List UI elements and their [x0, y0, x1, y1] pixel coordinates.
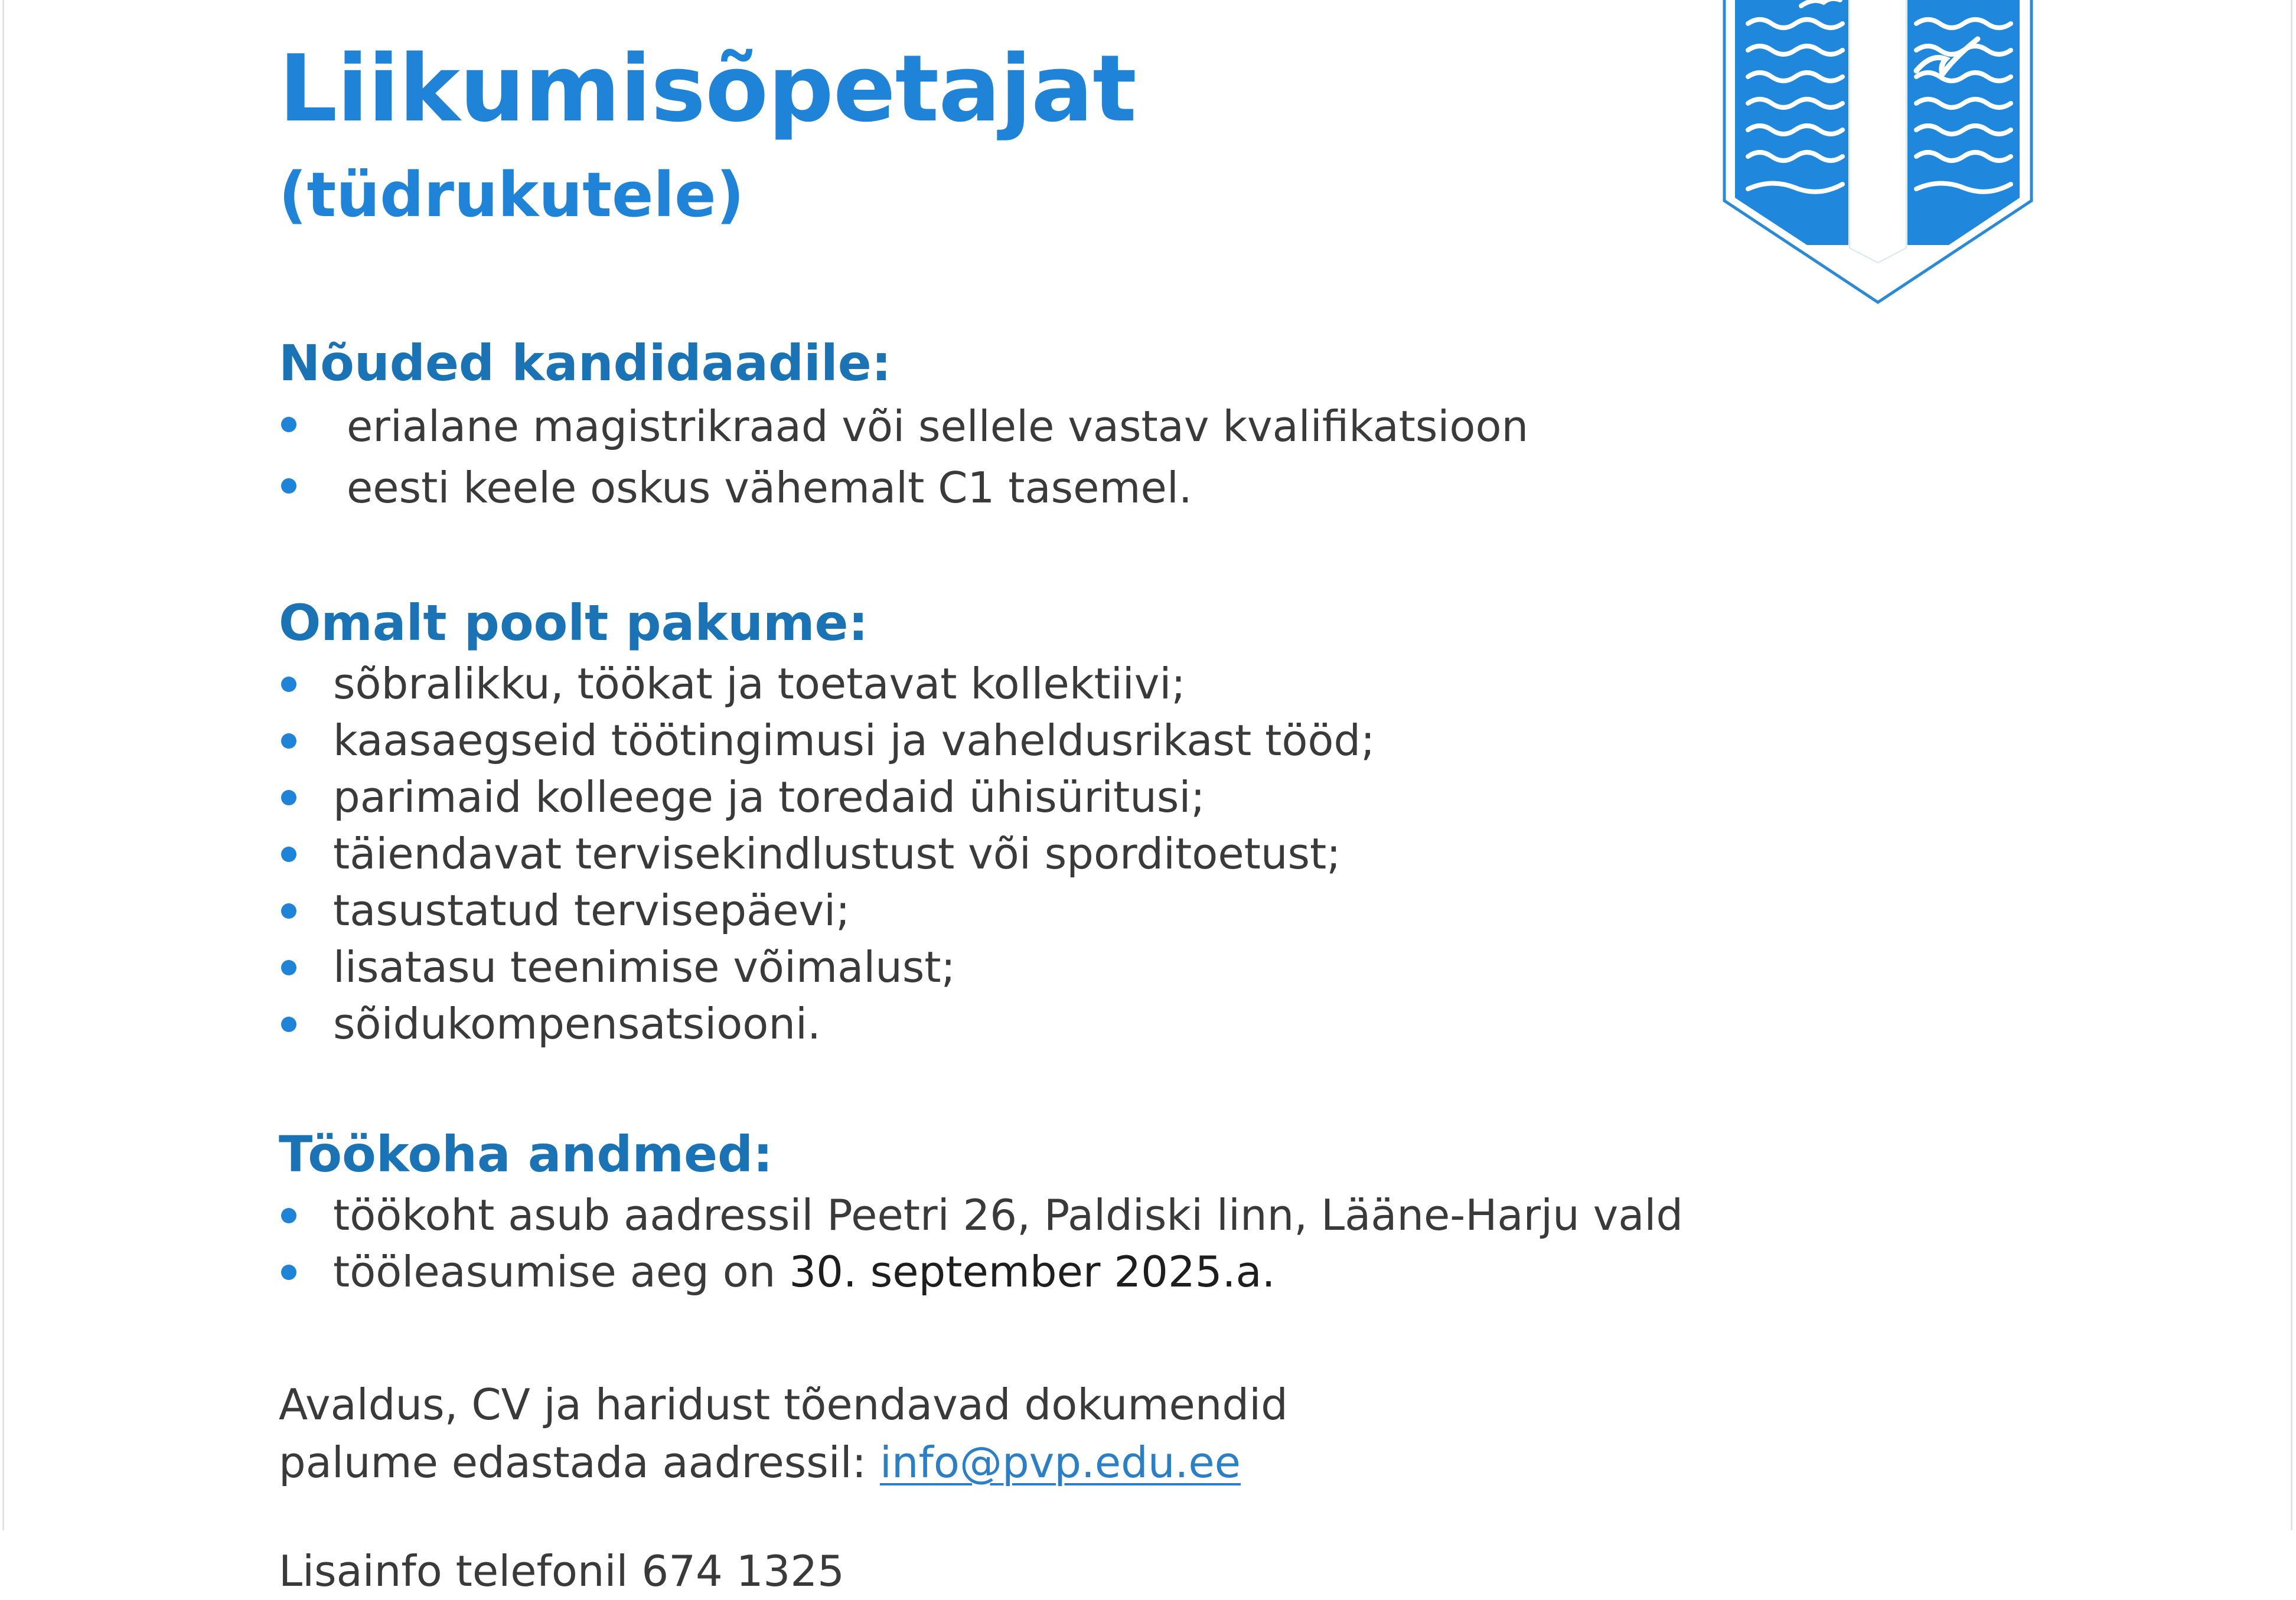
list-item: kaasaegseid töötingimusi ja vaheldusrikast tööd;: [279, 712, 1991, 769]
start-date: 30. september 2025.a.: [789, 1247, 1276, 1297]
list-item: täiendavat tervisekindlustust või sporditoetust;: [279, 825, 1991, 882]
list-item: tööleasumise aeg on 30. september 2025.a.: [279, 1243, 1991, 1300]
bullet-icon: [281, 733, 296, 749]
bullet-icon: [281, 677, 296, 692]
bullet-icon: [281, 1208, 296, 1223]
workplace-heading: Töökoha andmed:: [279, 1125, 773, 1183]
contact-line-documents: Avaldus, CV ja haridust tõendavad dokumendid: [279, 1380, 1288, 1429]
job-subtitle: (tüdrukutele): [279, 159, 745, 231]
contact-phone-line: Lisainfo telefonil 674 1325: [279, 1546, 844, 1596]
bullet-icon: [281, 1265, 296, 1280]
job-posting: [279, 30, 1991, 1600]
bullet-icon: [281, 417, 296, 432]
workplace-address: töökoht asub aadressil Peetri 26, Paldiski linn, Lääne-Harju vald: [333, 1190, 1684, 1240]
bullet-icon: [281, 847, 296, 862]
list-item: [279, 1187, 1991, 1243]
requirements-heading: Nõuded kandidaadile:: [279, 334, 892, 392]
offer-list: [279, 655, 1991, 1052]
bullet-icon: [281, 790, 296, 805]
offer-heading: Omalt poolt pakume:: [279, 594, 869, 652]
list-item: sõidukompensatsiooni.: [279, 995, 1991, 1052]
job-title: Liikumisõpetajat: [279, 35, 1136, 142]
bullet-icon: [281, 960, 296, 975]
list-item: sõbralikku, töökat ja toetavat kollektiivi;: [279, 655, 1991, 712]
list-item: erialane magistrikraad või sellele vastav kvalifikatsioon: [279, 396, 1991, 457]
bullet-icon: [281, 478, 296, 494]
list-item: eesti keele oskus vähemalt C1 tasemel.: [279, 457, 1991, 518]
list-item: lisatasu teenimise võimalust;: [279, 939, 1991, 995]
bullet-icon: [281, 1017, 296, 1032]
contact-line-email: palume edastada aadressil: info@pvp.edu.ee: [279, 1438, 1241, 1487]
bullet-icon: [281, 903, 296, 919]
email-link[interactable]: info@pvp.edu.ee: [879, 1438, 1241, 1487]
list-item: tasustatud tervisepäevi;: [279, 882, 1991, 939]
requirements-list: [279, 396, 1991, 518]
workplace-list: [279, 1187, 1991, 1300]
list-item: parimaid kolleege ja toredaid ühisüritusi;: [279, 769, 1991, 825]
contact-block: [279, 1376, 1991, 1491]
